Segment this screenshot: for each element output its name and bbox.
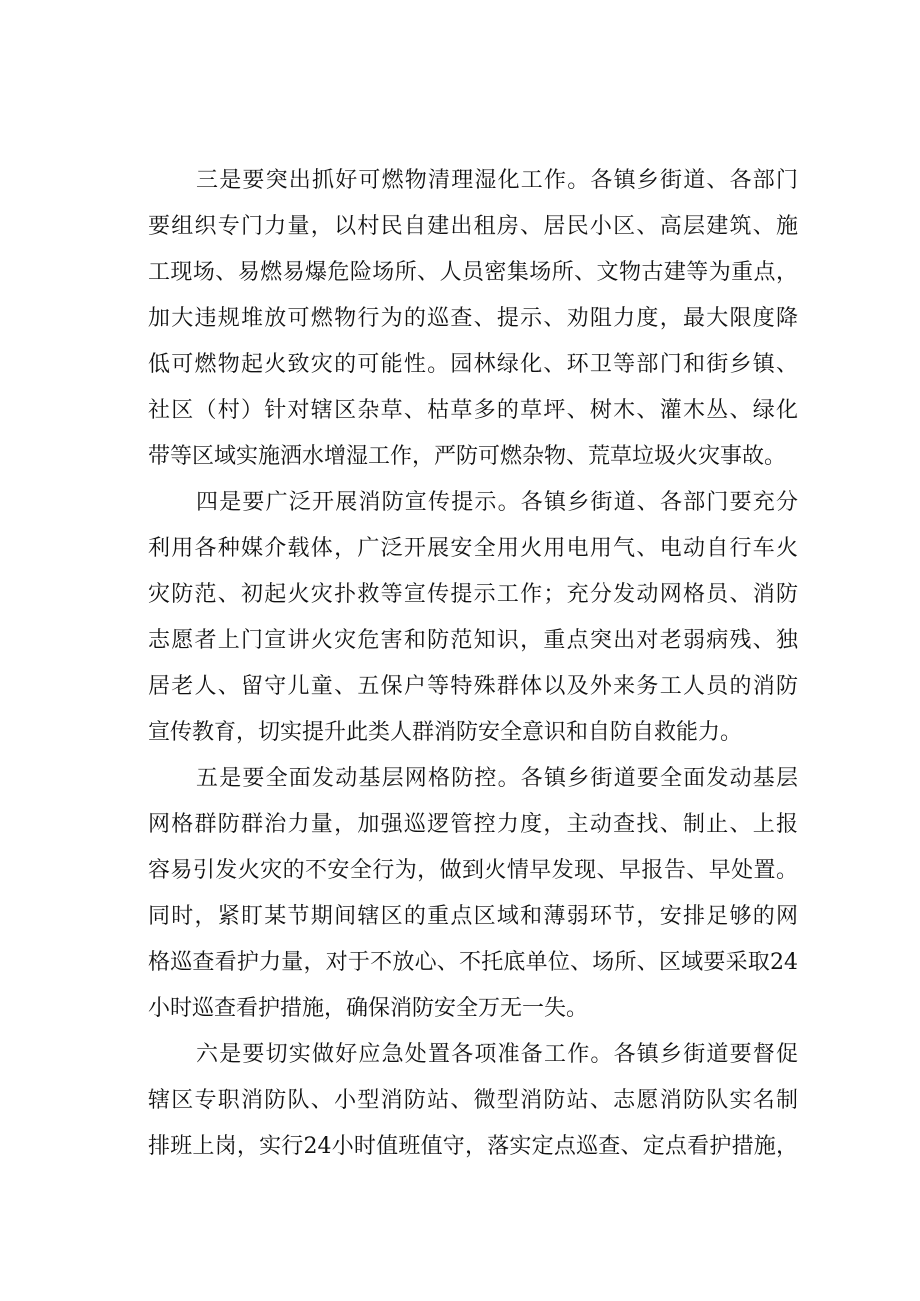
text-line: 排班上岗，实行24小时值班值守，落实定点巡查、定点看护措施， <box>148 1134 798 1159</box>
text-line: 六是要切实做好应急处置各项准备工作。各镇乡街道要督促 <box>196 1042 798 1067</box>
text-line: 加大违规堆放可燃物行为的巡查、提示、劝阻力度，最大限度降 <box>148 306 798 331</box>
text-line: 灾防范、初起火灾扑救等宣传提示工作；充分发动网格员、消防 <box>148 582 798 607</box>
paragraph-3 <box>148 158 798 480</box>
text-line: 四是要广泛开展消防宣传提示。各镇乡街道、各部门要充分 <box>196 490 798 515</box>
text-line: 格巡查看护力量，对于不放心、不托底单位、场所、区域要采取24 <box>148 950 798 975</box>
text-line: 网格群防群治力量，加强巡逻管控力度，主动查找、制止、上报 <box>148 812 798 837</box>
text-line: 同时，紧盯某节期间辖区的重点区域和薄弱环节，安排足够的网 <box>148 904 798 929</box>
text-line: 居老人、留守儿童、五保户等特殊群体以及外来务工人员的消防 <box>148 674 798 699</box>
text-line: 五是要全面发动基层网格防控。各镇乡街道要全面发动基层 <box>196 766 798 791</box>
text-line: 社区（村）针对辖区杂草、枯草多的草坪、树木、灌木丛、绿化 <box>148 398 798 423</box>
text-line: 三是要突出抓好可燃物清理湿化工作。各镇乡街道、各部门 <box>196 168 798 193</box>
text-line: 宣传教育，切实提升此类人群消防安全意识和自防自救能力。 <box>148 720 743 745</box>
text-line: 志愿者上门宣讲火灾危害和防范知识，重点突出对老弱病残、独 <box>148 628 798 653</box>
text-line: 辖区专职消防队、小型消防站、微型消防站、志愿消防队实名制 <box>148 1088 798 1113</box>
text-line: 低可燃物起火致灾的可能性。园林绿化、环卫等部门和街乡镇、 <box>148 352 798 377</box>
text-line: 利用各种媒介载体，广泛开展安全用火用电用气、电动自行车火 <box>148 536 798 561</box>
document-body <box>148 158 798 1170</box>
text-line: 带等区域实施洒水增湿工作，严防可燃杂物、荒草垃圾火灾事故。 <box>148 444 787 469</box>
text-line: 要组织专门力量，以村民自建出租房、居民小区、高层建筑、施 <box>148 214 798 239</box>
paragraph-4 <box>148 480 798 756</box>
paragraph-5 <box>148 756 798 1032</box>
text-line: 工现场、易燃易爆危险场所、人员密集场所、文物古建等为重点， <box>148 260 798 285</box>
text-line: 小时巡查看护措施，确保消防安全万无一失。 <box>148 996 589 1021</box>
paragraph-6 <box>148 1032 798 1170</box>
text-line: 容易引发火灾的不安全行为，做到火情早发现、早报告、早处置。 <box>148 858 798 883</box>
